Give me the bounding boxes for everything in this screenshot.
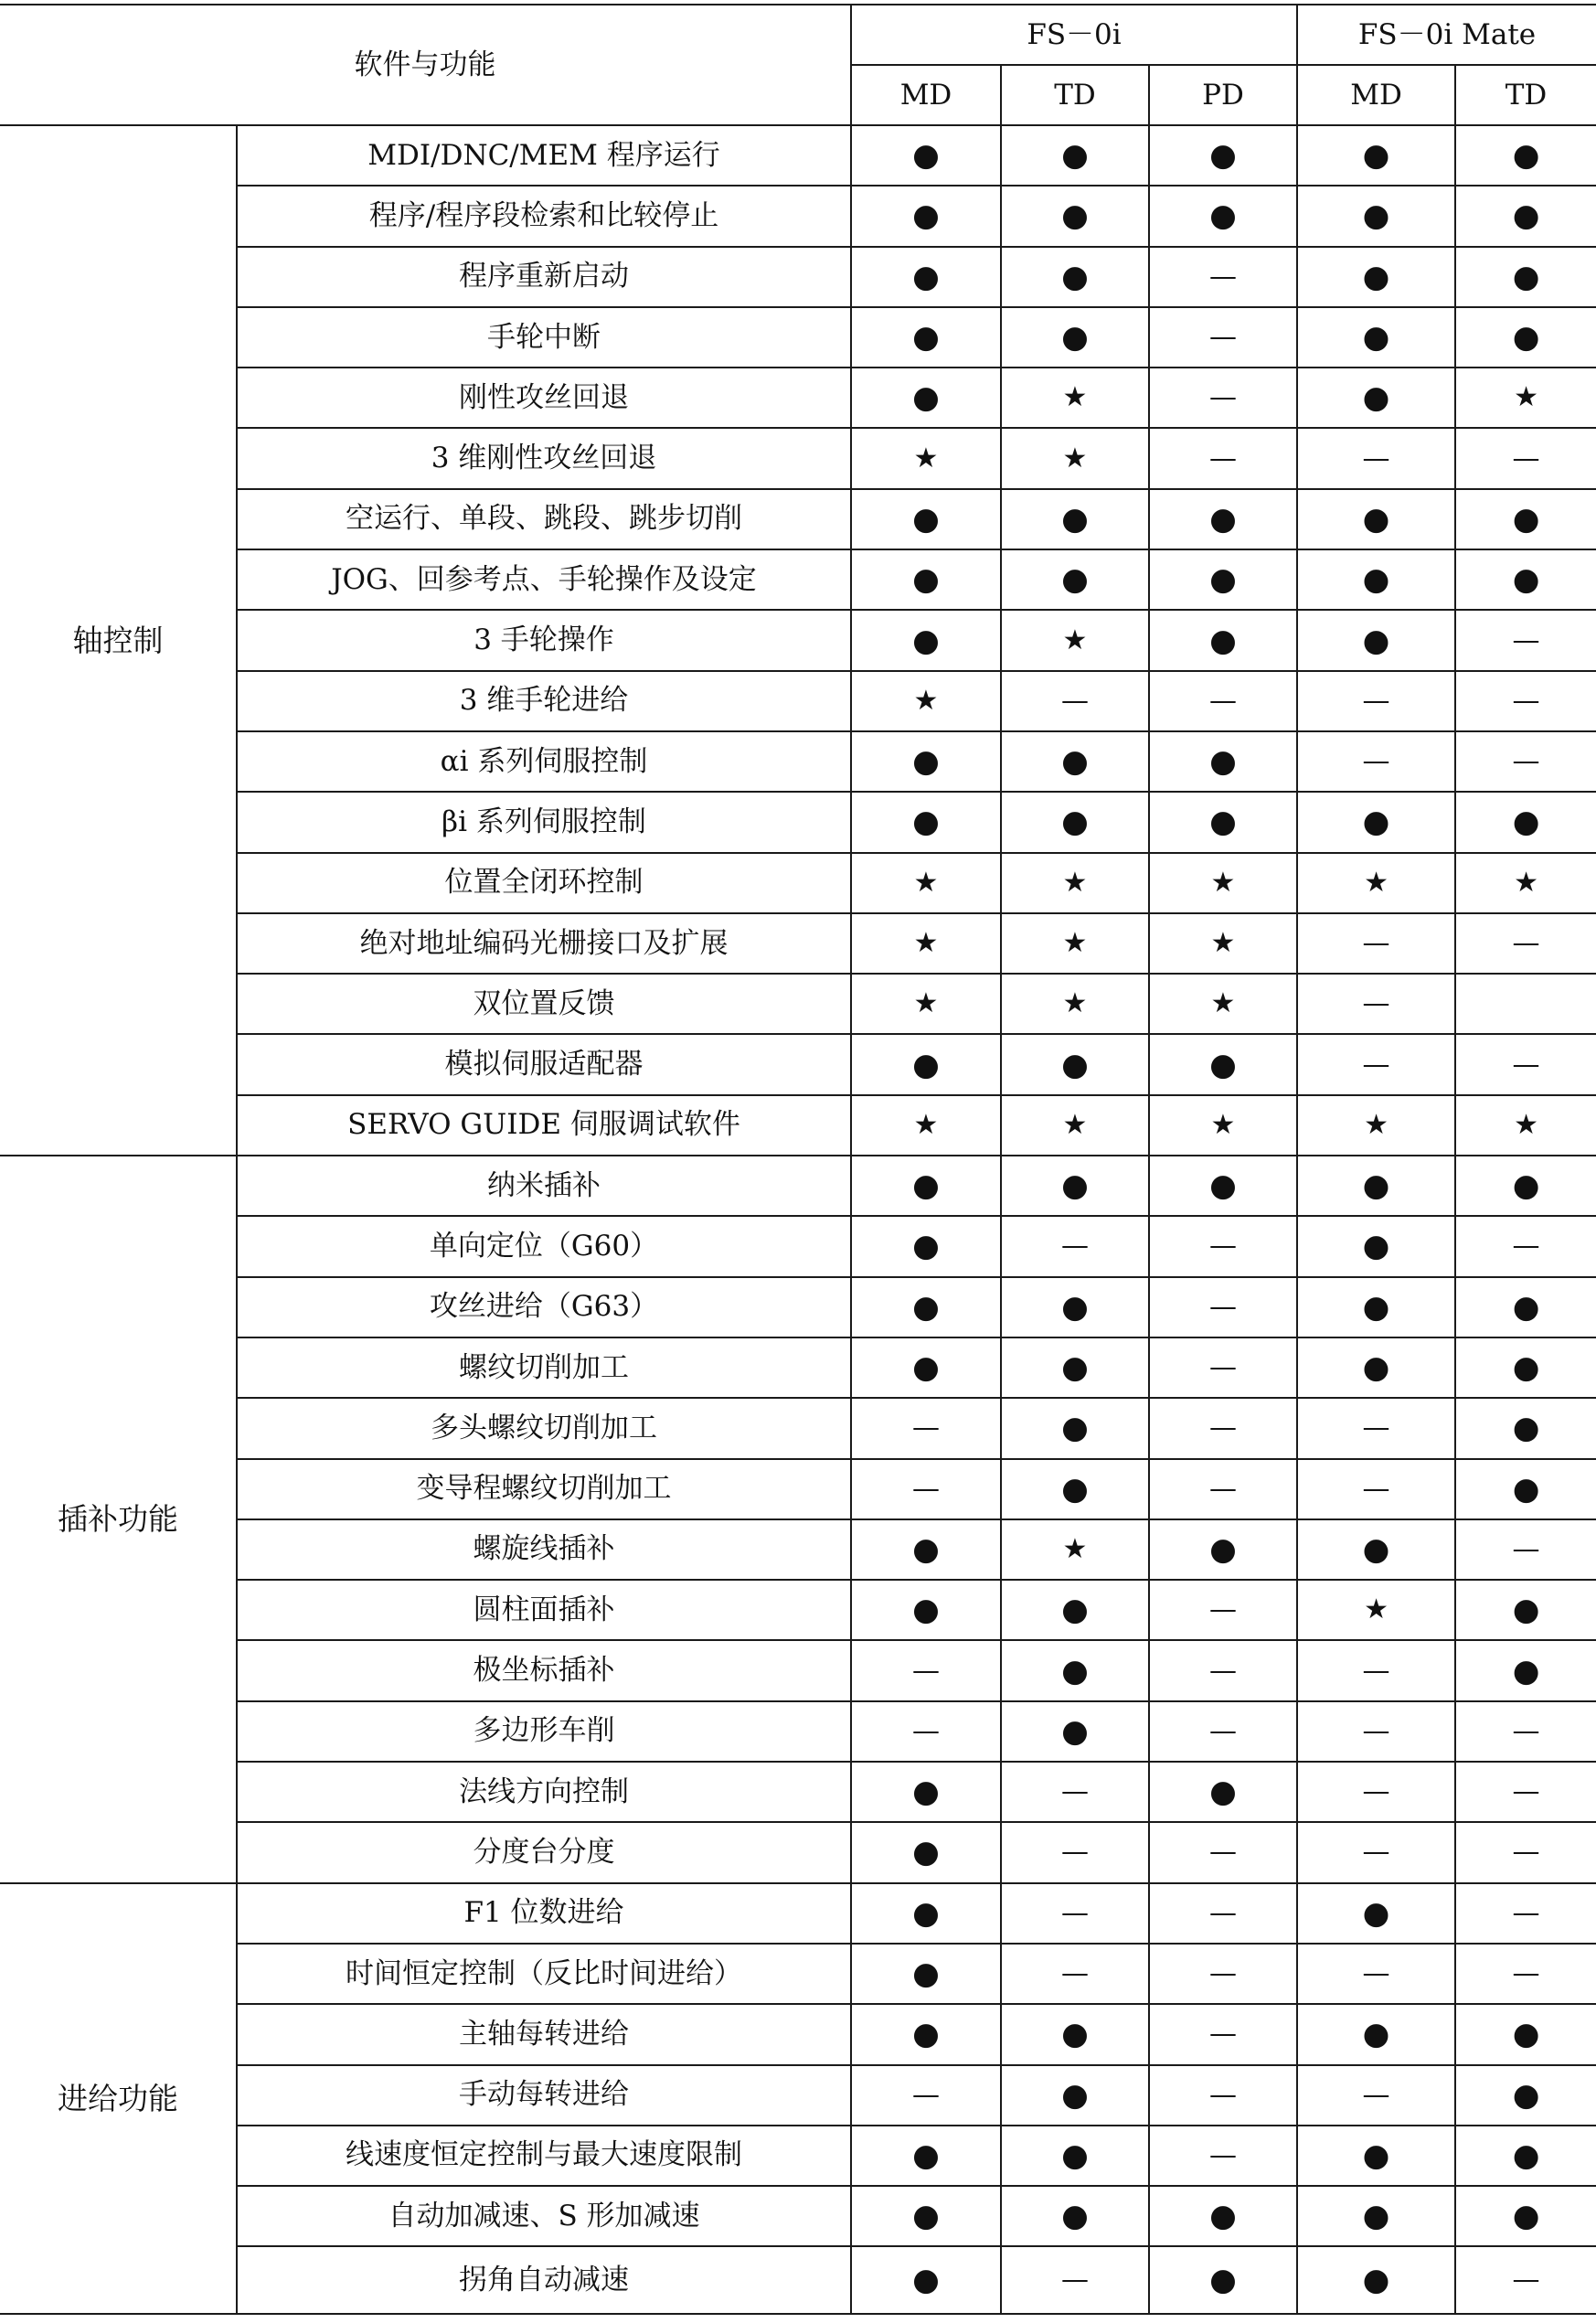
not-supported-mark: —	[1149, 1701, 1297, 1762]
optional-mark: ★	[1001, 368, 1149, 428]
not-supported-mark: —	[851, 2065, 1001, 2126]
not-supported-mark: —	[1455, 671, 1596, 731]
not-supported-mark: —	[1297, 1762, 1455, 1822]
supported-mark: ●	[1297, 792, 1455, 852]
table-row	[0, 125, 1596, 186]
not-supported-mark: —	[1297, 1034, 1455, 1094]
not-supported-mark: —	[1455, 913, 1596, 974]
not-supported-mark: —	[1297, 731, 1455, 792]
not-supported-mark: —	[1149, 247, 1297, 307]
feature-name-cell: JOG、回参考点、手轮操作及设定	[237, 549, 851, 610]
supported-mark: ●	[1149, 1762, 1297, 1822]
not-supported-mark: —	[1001, 1216, 1149, 1276]
supported-mark: ●	[1149, 731, 1297, 792]
optional-mark: ★	[1149, 974, 1297, 1034]
supported-mark: ●	[1297, 2004, 1455, 2064]
supported-mark: ●	[1297, 1156, 1455, 1216]
not-supported-mark: —	[1149, 1216, 1297, 1276]
supported-mark: ●	[1149, 489, 1297, 549]
not-supported-mark: —	[1149, 428, 1297, 488]
not-supported-mark: —	[1149, 1822, 1297, 1882]
supported-mark: ●	[851, 1944, 1001, 2004]
table-row	[0, 1762, 1596, 1822]
optional-mark: ★	[851, 428, 1001, 488]
feature-name-cell: 程序重新启动	[237, 247, 851, 307]
not-supported-mark: —	[1297, 1398, 1455, 1458]
table-row	[0, 853, 1596, 913]
supported-mark: ●	[851, 731, 1001, 792]
supported-mark: ●	[851, 1762, 1001, 1822]
supported-mark: ●	[1455, 1398, 1596, 1458]
table-row	[0, 1519, 1596, 1580]
feature-name-cell: 绝对地址编码光栅接口及扩展	[237, 913, 851, 974]
optional-mark: ★	[851, 671, 1001, 731]
not-supported-mark: —	[1149, 1277, 1297, 1337]
supported-mark: ●	[1149, 2186, 1297, 2246]
supported-mark: ●	[1149, 186, 1297, 246]
feature-name-cell: 3 维手轮进给	[237, 671, 851, 731]
table-row	[0, 1640, 1596, 1700]
feature-name-cell: 极坐标插补	[237, 1640, 851, 1700]
optional-mark: ★	[851, 853, 1001, 913]
supported-mark: ●	[1455, 1156, 1596, 1216]
supported-mark: ●	[1455, 489, 1596, 549]
supported-mark: ●	[1149, 1156, 1297, 1216]
not-supported-mark: —	[1149, 1640, 1297, 1700]
supported-mark: ●	[1001, 489, 1149, 549]
supported-mark: ●	[851, 1034, 1001, 1094]
optional-mark: ★	[851, 913, 1001, 974]
optional-mark: ★	[1297, 1095, 1455, 1156]
supported-mark: ●	[851, 2004, 1001, 2064]
feature-comparison-table	[0, 4, 1596, 2315]
supported-mark: ●	[1149, 792, 1297, 852]
optional-mark: ★	[1297, 1580, 1455, 1640]
table-row	[0, 1156, 1596, 1216]
feature-name-cell: 主轴每转进给	[237, 2004, 851, 2064]
not-supported-mark: —	[1297, 1822, 1455, 1882]
table-row	[0, 974, 1596, 1034]
optional-mark: ★	[851, 1095, 1001, 1156]
table-row	[0, 1398, 1596, 1458]
not-supported-mark: —	[1149, 2126, 1297, 2186]
header-sub-fs0i-td: TD	[1001, 65, 1149, 125]
table-row	[0, 2126, 1596, 2186]
not-supported-mark: —	[1455, 1822, 1596, 1882]
supported-mark: ●	[851, 1337, 1001, 1398]
header-sub-mate-md: MD	[1297, 65, 1455, 125]
supported-mark: ●	[1297, 2186, 1455, 2246]
feature-name-cell: 双位置反馈	[237, 974, 851, 1034]
supported-mark: ●	[851, 247, 1001, 307]
not-supported-mark: —	[851, 1459, 1001, 1519]
header-sub-fs0i-pd: PD	[1149, 65, 1297, 125]
table-row	[0, 1883, 1596, 1944]
feature-name-cell: 法线方向控制	[237, 1762, 851, 1822]
supported-mark: ●	[1297, 125, 1455, 186]
supported-mark: ●	[851, 1822, 1001, 1882]
not-supported-mark: —	[851, 1398, 1001, 1458]
not-supported-mark: —	[1149, 1944, 1297, 2004]
feature-name-cell: αi 系列伺服控制	[237, 731, 851, 792]
feature-name-cell: 3 维刚性攻丝回退	[237, 428, 851, 488]
supported-mark: ●	[1455, 2186, 1596, 2246]
feature-name-cell: 变导程螺纹切削加工	[237, 1459, 851, 1519]
supported-mark: ●	[851, 2126, 1001, 2186]
supported-mark: ●	[1149, 549, 1297, 610]
supported-mark: ●	[851, 125, 1001, 186]
feature-name-cell: 时间恒定控制（反比时间进给）	[237, 1944, 851, 2004]
supported-mark: ●	[851, 2186, 1001, 2246]
supported-mark: ●	[851, 2246, 1001, 2314]
supported-mark: ●	[851, 1883, 1001, 1944]
supported-mark: ●	[1001, 186, 1149, 246]
supported-mark: ●	[1001, 1277, 1149, 1337]
supported-mark: ●	[1297, 1337, 1455, 1398]
supported-mark: ●	[1455, 1580, 1596, 1640]
supported-mark: ●	[1455, 1277, 1596, 1337]
feature-name-cell: 单向定位（G60）	[237, 1216, 851, 1276]
optional-mark: ★	[1001, 853, 1149, 913]
feature-name-cell: 分度台分度	[237, 1822, 851, 1882]
not-supported-mark: —	[1455, 1762, 1596, 1822]
feature-name-cell: SERVO GUIDE 伺服调试软件	[237, 1095, 851, 1156]
table-row	[0, 1701, 1596, 1762]
supported-mark: ●	[1001, 1034, 1149, 1094]
supported-mark: ●	[1297, 1883, 1455, 1944]
supported-mark: ●	[1297, 2126, 1455, 2186]
supported-mark: ●	[1297, 186, 1455, 246]
not-supported-mark: —	[1149, 1459, 1297, 1519]
supported-mark: ●	[851, 368, 1001, 428]
header-sub-mate-td: TD	[1455, 65, 1596, 125]
supported-mark: ●	[1001, 2126, 1149, 2186]
table-row	[0, 2246, 1596, 2314]
supported-mark: ●	[1455, 1459, 1596, 1519]
table-row	[0, 1216, 1596, 1276]
not-supported-mark: —	[1297, 1459, 1455, 1519]
supported-mark: ●	[1001, 247, 1149, 307]
not-supported-mark: —	[1149, 1580, 1297, 1640]
not-supported-mark: —	[1455, 1519, 1596, 1580]
supported-mark: ●	[851, 1277, 1001, 1337]
feature-name-cell: MDI/DNC/MEM 程序运行	[237, 125, 851, 186]
supported-mark: ●	[851, 549, 1001, 610]
optional-mark: ★	[1001, 1519, 1149, 1580]
not-supported-mark: —	[1455, 1216, 1596, 1276]
not-supported-mark: —	[1149, 368, 1297, 428]
supported-mark: ●	[1297, 1277, 1455, 1337]
table-row	[0, 913, 1596, 974]
optional-mark: ★	[1455, 1095, 1596, 1156]
table-row	[0, 186, 1596, 246]
table-row	[0, 610, 1596, 670]
table-row	[0, 2065, 1596, 2126]
feature-name-cell: 模拟伺服适配器	[237, 1034, 851, 1094]
feature-name-cell: 螺纹切削加工	[237, 1337, 851, 1398]
header-group-fs0i: FS－0i	[851, 5, 1297, 65]
not-supported-mark: —	[1149, 1398, 1297, 1458]
supported-mark: ●	[851, 307, 1001, 368]
not-supported-mark: —	[1001, 1883, 1149, 1944]
table-row	[0, 731, 1596, 792]
not-supported-mark: —	[1149, 1337, 1297, 1398]
table-row	[0, 1944, 1596, 2004]
supported-mark: ●	[851, 792, 1001, 852]
category-cell: 轴控制	[0, 125, 237, 1156]
supported-mark: ●	[1297, 307, 1455, 368]
feature-name-cell: 程序/程序段检索和比较停止	[237, 186, 851, 246]
header-feature-column: 软件与功能	[0, 5, 851, 125]
optional-mark: ★	[1149, 1095, 1297, 1156]
supported-mark: ●	[851, 610, 1001, 670]
feature-name-cell: 线速度恒定控制与最大速度限制	[237, 2126, 851, 2186]
supported-mark: ●	[851, 186, 1001, 246]
feature-name-cell: 自动加减速、S 形加减速	[237, 2186, 851, 2246]
table-row	[0, 2004, 1596, 2064]
table-row	[0, 428, 1596, 488]
table-row	[0, 671, 1596, 731]
supported-mark: ●	[1001, 125, 1149, 186]
not-supported-mark: —	[1455, 610, 1596, 670]
supported-mark: ●	[1297, 1216, 1455, 1276]
not-supported-mark: —	[851, 1640, 1001, 1700]
not-supported-mark: —	[1001, 1944, 1149, 2004]
feature-name-cell: 多边形车削	[237, 1701, 851, 1762]
feature-name-cell: 空运行、单段、跳段、跳步切削	[237, 489, 851, 549]
not-supported-mark: —	[1455, 428, 1596, 488]
feature-name-cell: 圆柱面插补	[237, 1580, 851, 1640]
not-supported-mark: —	[1297, 1701, 1455, 1762]
supported-mark: ●	[1149, 1034, 1297, 1094]
supported-mark: ●	[1001, 731, 1149, 792]
optional-mark: ★	[1001, 610, 1149, 670]
not-supported-mark: —	[1297, 1640, 1455, 1700]
optional-mark: ★	[1001, 913, 1149, 974]
not-supported-mark: —	[1455, 1701, 1596, 1762]
not-supported-mark: —	[1001, 1762, 1149, 1822]
category-cell: 进给功能	[0, 1883, 237, 2315]
supported-mark: ●	[1455, 1337, 1596, 1398]
supported-mark: ●	[1297, 1519, 1455, 1580]
supported-mark: ●	[1455, 792, 1596, 852]
supported-mark: ●	[851, 1580, 1001, 1640]
feature-name-cell: 多头螺纹切削加工	[237, 1398, 851, 1458]
table-row	[0, 489, 1596, 549]
supported-mark: ●	[1149, 1519, 1297, 1580]
optional-mark: ★	[1455, 368, 1596, 428]
feature-name-cell: 3 手轮操作	[237, 610, 851, 670]
table-row	[0, 368, 1596, 428]
not-supported-mark: —	[1455, 1883, 1596, 1944]
supported-mark: ●	[1455, 2065, 1596, 2126]
feature-name-cell: 手轮中断	[237, 307, 851, 368]
optional-mark: ★	[1455, 853, 1596, 913]
not-supported-mark: —	[1297, 671, 1455, 731]
supported-mark: ●	[1455, 247, 1596, 307]
supported-mark: ●	[1455, 549, 1596, 610]
supported-mark: ●	[1001, 1701, 1149, 1762]
supported-mark: ●	[851, 1519, 1001, 1580]
not-supported-mark: —	[1149, 671, 1297, 731]
not-supported-mark: —	[1001, 2246, 1149, 2314]
table-row	[0, 1580, 1596, 1640]
supported-mark: ●	[1001, 2004, 1149, 2064]
supported-mark: ●	[1149, 125, 1297, 186]
table-body	[0, 125, 1596, 2314]
supported-mark: ●	[1001, 2065, 1149, 2126]
supported-mark: ●	[1001, 1640, 1149, 1700]
not-supported-mark: —	[851, 1701, 1001, 1762]
table-row	[0, 549, 1596, 610]
feature-name-cell: 拐角自动减速	[237, 2246, 851, 2314]
supported-mark: ●	[1001, 1398, 1149, 1458]
optional-mark: ★	[1001, 1095, 1149, 1156]
table-row	[0, 792, 1596, 852]
supported-mark: ●	[1149, 610, 1297, 670]
not-supported-mark: —	[1001, 1822, 1149, 1882]
supported-mark: ●	[1297, 368, 1455, 428]
not-supported-mark: —	[1149, 2004, 1297, 2064]
supported-mark: ●	[851, 1216, 1001, 1276]
optional-mark: ★	[851, 974, 1001, 1034]
not-supported-mark: —	[1149, 2065, 1297, 2126]
optional-mark: ★	[1149, 853, 1297, 913]
supported-mark: ●	[1001, 307, 1149, 368]
feature-name-cell: 攻丝进给（G63）	[237, 1277, 851, 1337]
supported-mark: ●	[1001, 1156, 1149, 1216]
feature-name-cell: 纳米插补	[237, 1156, 851, 1216]
feature-name-cell: F1 位数进给	[237, 1883, 851, 1944]
feature-name-cell: βi 系列伺服控制	[237, 792, 851, 852]
not-supported-mark: —	[1455, 1944, 1596, 2004]
table-row	[0, 1459, 1596, 1519]
optional-mark: ★	[1001, 974, 1149, 1034]
feature-name-cell: 刚性攻丝回退	[237, 368, 851, 428]
not-supported-mark: —	[1297, 428, 1455, 488]
supported-mark: ●	[1297, 610, 1455, 670]
not-supported-mark: —	[1455, 1034, 1596, 1094]
not-supported-mark: —	[1149, 1883, 1297, 1944]
table-row	[0, 2186, 1596, 2246]
not-supported-mark: —	[1297, 1944, 1455, 2004]
supported-mark: ●	[1001, 549, 1149, 610]
header-group-fs0i-mate: FS－0i Mate	[1297, 5, 1596, 65]
not-supported-mark: —	[1001, 671, 1149, 731]
supported-mark: ●	[851, 1156, 1001, 1216]
supported-mark: ●	[1001, 1459, 1149, 1519]
table-row	[0, 1337, 1596, 1398]
not-supported-mark: —	[1297, 2065, 1455, 2126]
not-supported-mark: —	[1455, 731, 1596, 792]
supported-mark: ●	[1001, 1337, 1149, 1398]
table-row	[0, 307, 1596, 368]
feature-name-cell: 螺旋线插补	[237, 1519, 851, 1580]
not-supported-mark: —	[1149, 307, 1297, 368]
empty-mark	[1455, 974, 1596, 1034]
feature-name-cell: 手动每转进给	[237, 2065, 851, 2126]
supported-mark: ●	[1455, 2004, 1596, 2064]
supported-mark: ●	[1001, 1580, 1149, 1640]
optional-mark: ★	[1001, 428, 1149, 488]
table-row	[0, 1034, 1596, 1094]
supported-mark: ●	[1297, 2246, 1455, 2314]
table-row	[0, 1822, 1596, 1882]
supported-mark: ●	[1297, 247, 1455, 307]
supported-mark: ●	[1297, 489, 1455, 549]
supported-mark: ●	[851, 489, 1001, 549]
supported-mark: ●	[1455, 125, 1596, 186]
supported-mark: ●	[1149, 2246, 1297, 2314]
optional-mark: ★	[1297, 853, 1455, 913]
table-row	[0, 1277, 1596, 1337]
optional-mark: ★	[1149, 913, 1297, 974]
not-supported-mark: —	[1297, 913, 1455, 974]
not-supported-mark: —	[1297, 974, 1455, 1034]
supported-mark: ●	[1455, 307, 1596, 368]
supported-mark: ●	[1001, 2186, 1149, 2246]
supported-mark: ●	[1001, 792, 1149, 852]
feature-name-cell: 位置全闭环控制	[237, 853, 851, 913]
supported-mark: ●	[1455, 2126, 1596, 2186]
table-row	[0, 247, 1596, 307]
not-supported-mark: —	[1455, 2246, 1596, 2314]
table-row	[0, 1095, 1596, 1156]
supported-mark: ●	[1297, 549, 1455, 610]
category-cell: 插补功能	[0, 1156, 237, 1883]
supported-mark: ●	[1455, 186, 1596, 246]
header-sub-fs0i-md: MD	[851, 65, 1001, 125]
supported-mark: ●	[1455, 1640, 1596, 1700]
